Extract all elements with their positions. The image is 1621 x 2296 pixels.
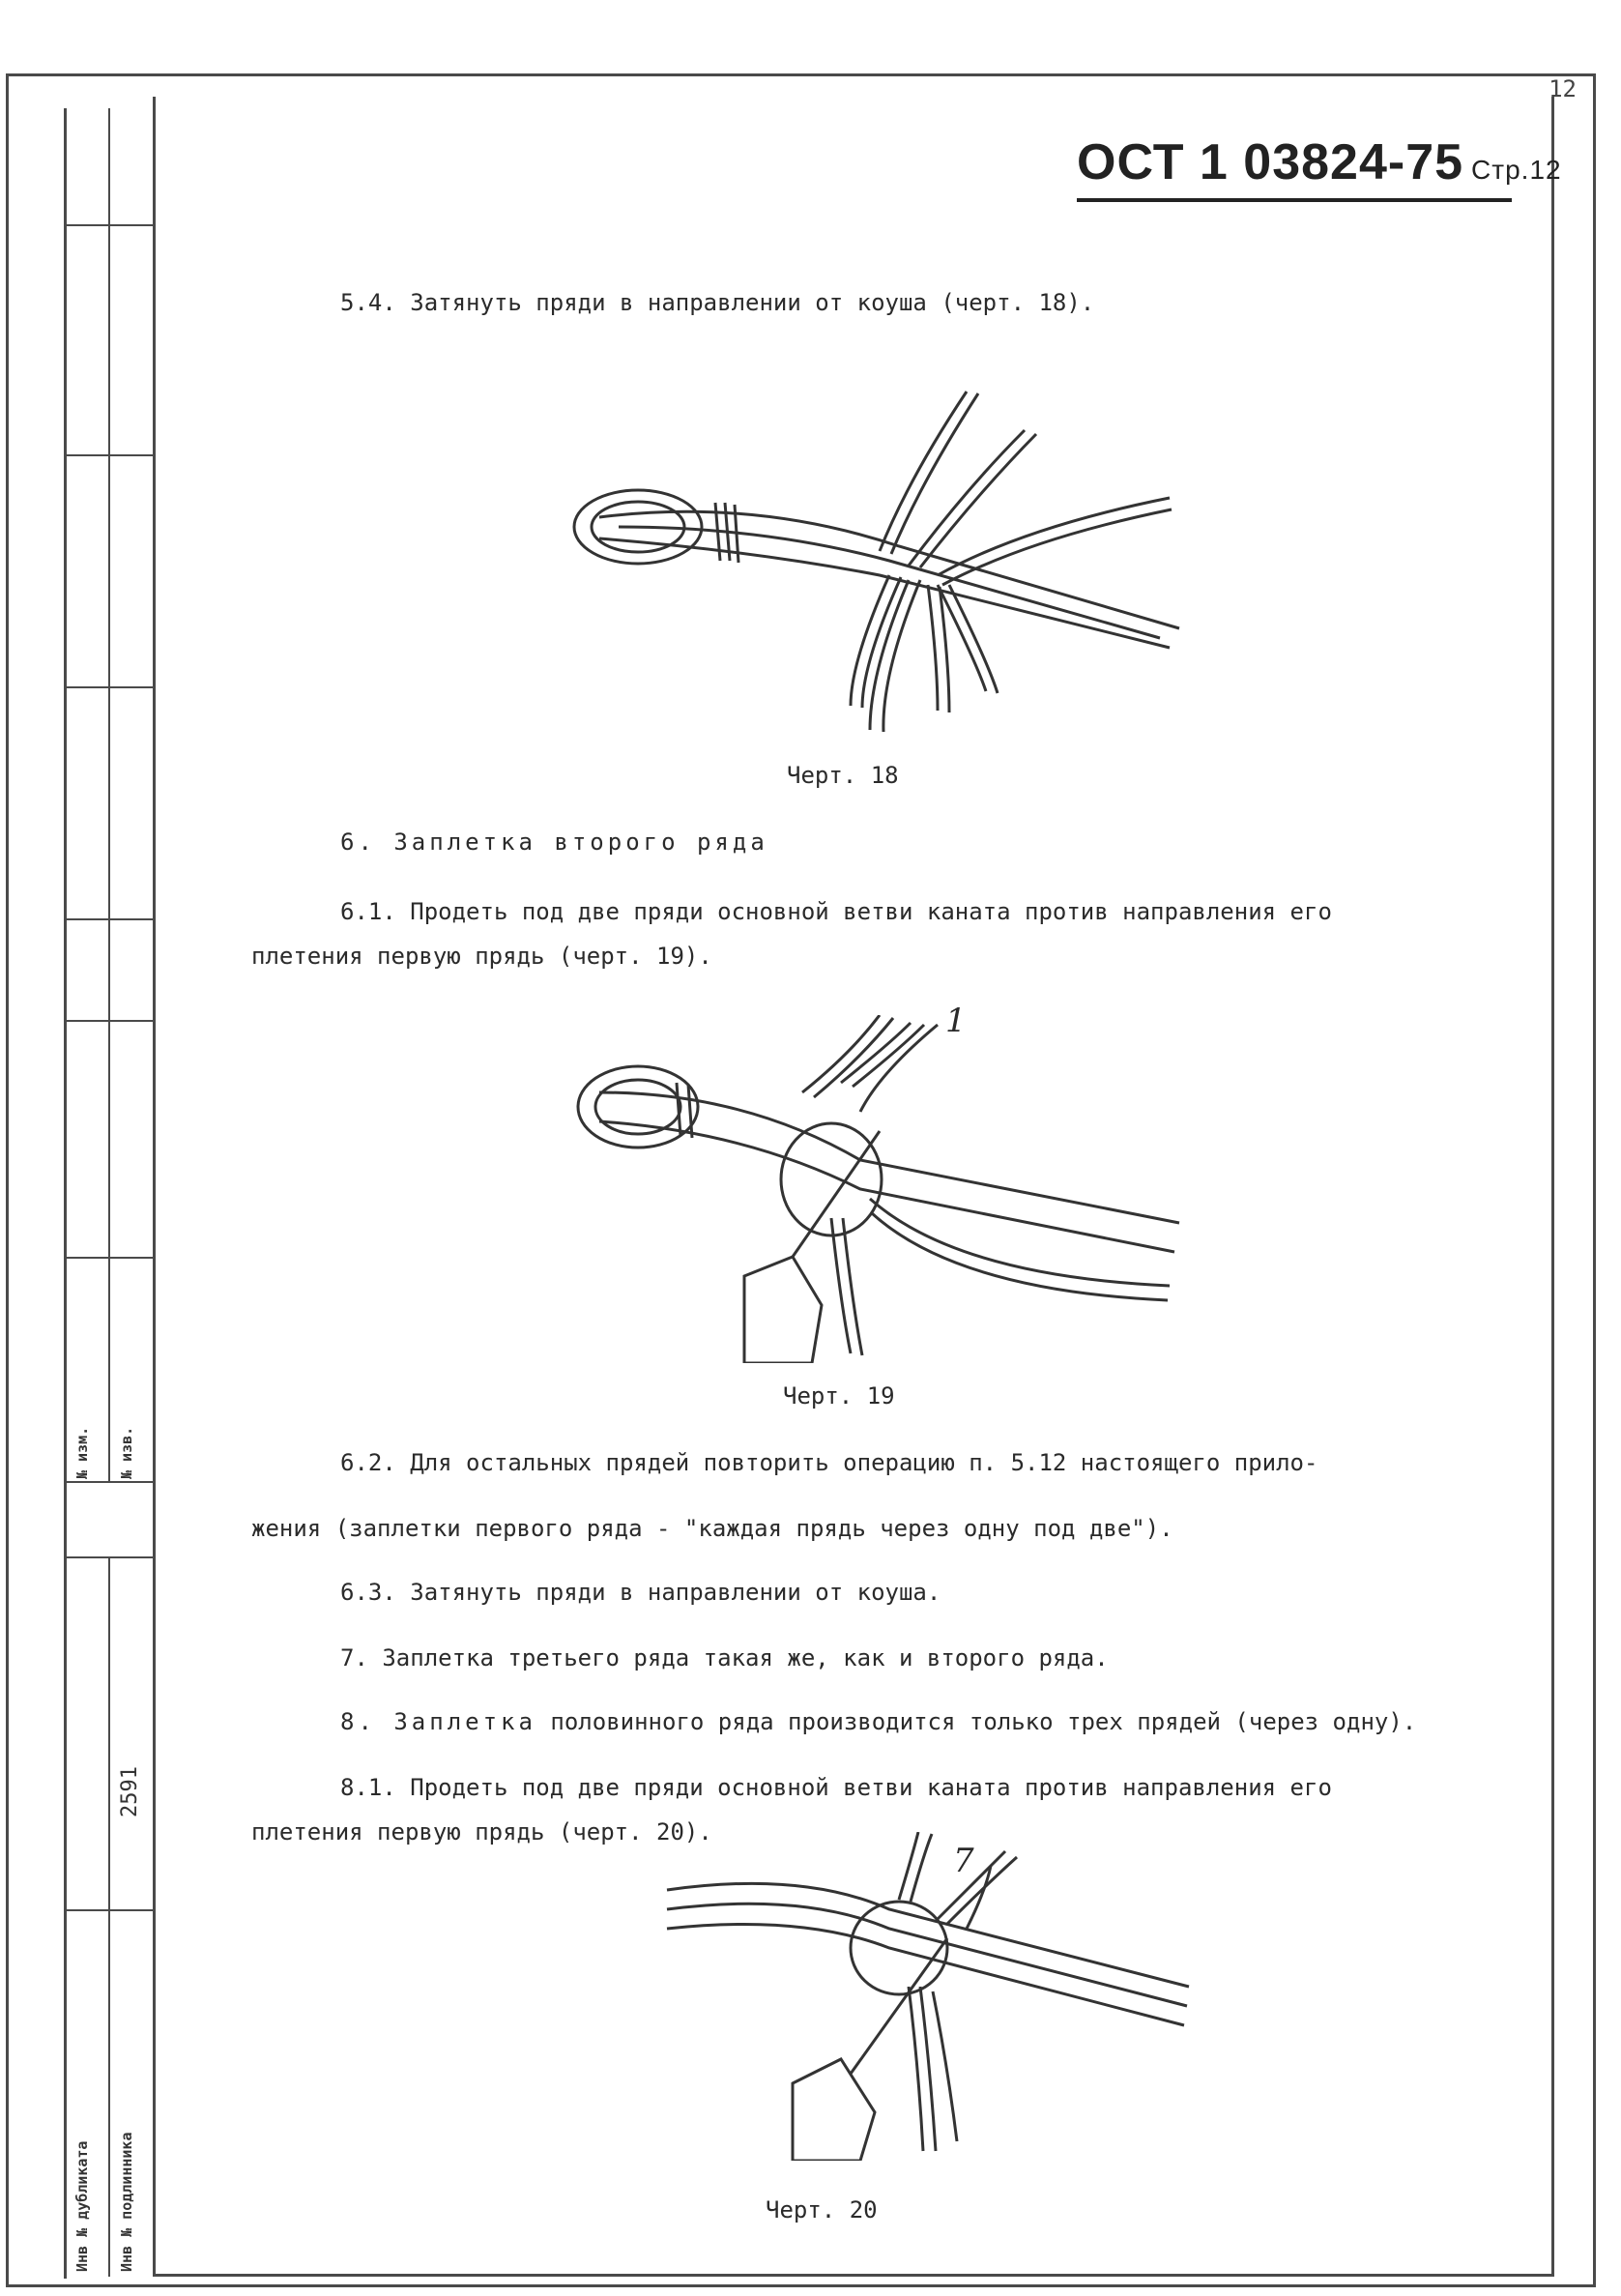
- paragraph-6-2-line2: жения (заплетки первого ряда - "каждая прядь через одну под две").: [251, 1515, 1173, 1542]
- strip-line: [64, 1257, 155, 1259]
- paragraph-6-2-line1: 6.2. Для остальных прядей повторить операцию п. 5.12 настоящего прило-: [340, 1449, 1318, 1476]
- strip-line: [64, 1481, 155, 1483]
- strip-line: [64, 454, 155, 456]
- header-underline: [1077, 198, 1512, 202]
- caption-figure-18: Черт. 18: [787, 762, 899, 789]
- paragraph-8-prefix: 8. Заплетка: [340, 1708, 536, 1735]
- document-code: [1077, 133, 1562, 191]
- doc-code-text: ОСТ 1 03824-75: [1077, 134, 1464, 190]
- paragraph-5-4: 5.4. Затянуть пряди в направлении от коуша (черт. 18).: [340, 289, 1095, 316]
- strip-line: [64, 224, 155, 226]
- strip-label-number: 2591: [118, 1766, 142, 1817]
- paragraph-6-3: 6.3. Затянуть пряди в направлении от коуша.: [340, 1579, 941, 1606]
- strip-line: [64, 1556, 155, 1558]
- caption-figure-20: Черт. 20: [766, 2196, 878, 2223]
- page-number: 12: [1549, 75, 1577, 102]
- strip-label-izv: № изв.: [118, 1426, 135, 1479]
- strip-line: [64, 686, 155, 688]
- paragraph-6-1-line1: 6.1. Продеть под две пряди основной ветви каната против направления его: [340, 898, 1332, 925]
- heading-6: 6. Заплетка второго ряда: [340, 828, 768, 856]
- figure-20-illustration: [657, 1832, 1199, 2161]
- paragraph-8-rest: половинного ряда производится только трех прядей (через одну).: [536, 1708, 1417, 1735]
- paragraph-8-1-line2: плетения первую прядь (черт. 20).: [251, 1818, 712, 1846]
- strip-divider-bottom: [108, 1556, 110, 2277]
- paragraph-7: 7. Заплетка третьего ряда такая же, как и второго ряда.: [340, 1644, 1109, 1671]
- strip-line: [64, 1909, 155, 1911]
- paragraph-8-1-line1: 8.1. Продеть под две пряди основной ветви каната против направления его: [340, 1774, 1332, 1801]
- strip-label-podlinnik: Инв № подлинника: [118, 2132, 135, 2272]
- strip-line: [64, 1020, 155, 1022]
- paragraph-8: [340, 1700, 1416, 1744]
- figure-19-illustration: [570, 1015, 1189, 1363]
- figure-20-label: 7: [953, 1842, 974, 1880]
- figure-19-label: 1: [945, 1002, 967, 1040]
- strip-label-dublikat: Инв № дубликата: [73, 2140, 91, 2272]
- caption-figure-19: Черт. 19: [783, 1382, 895, 1410]
- strip-divider-top: [108, 108, 110, 1481]
- paragraph-6-1-line2: плетения первую прядь (черт. 19).: [251, 943, 712, 970]
- figure-18-illustration: [561, 382, 1199, 740]
- strip-label-izm: № изм.: [73, 1426, 91, 1479]
- strip-line: [64, 918, 155, 920]
- doc-page-label: Стр.12: [1471, 155, 1562, 185]
